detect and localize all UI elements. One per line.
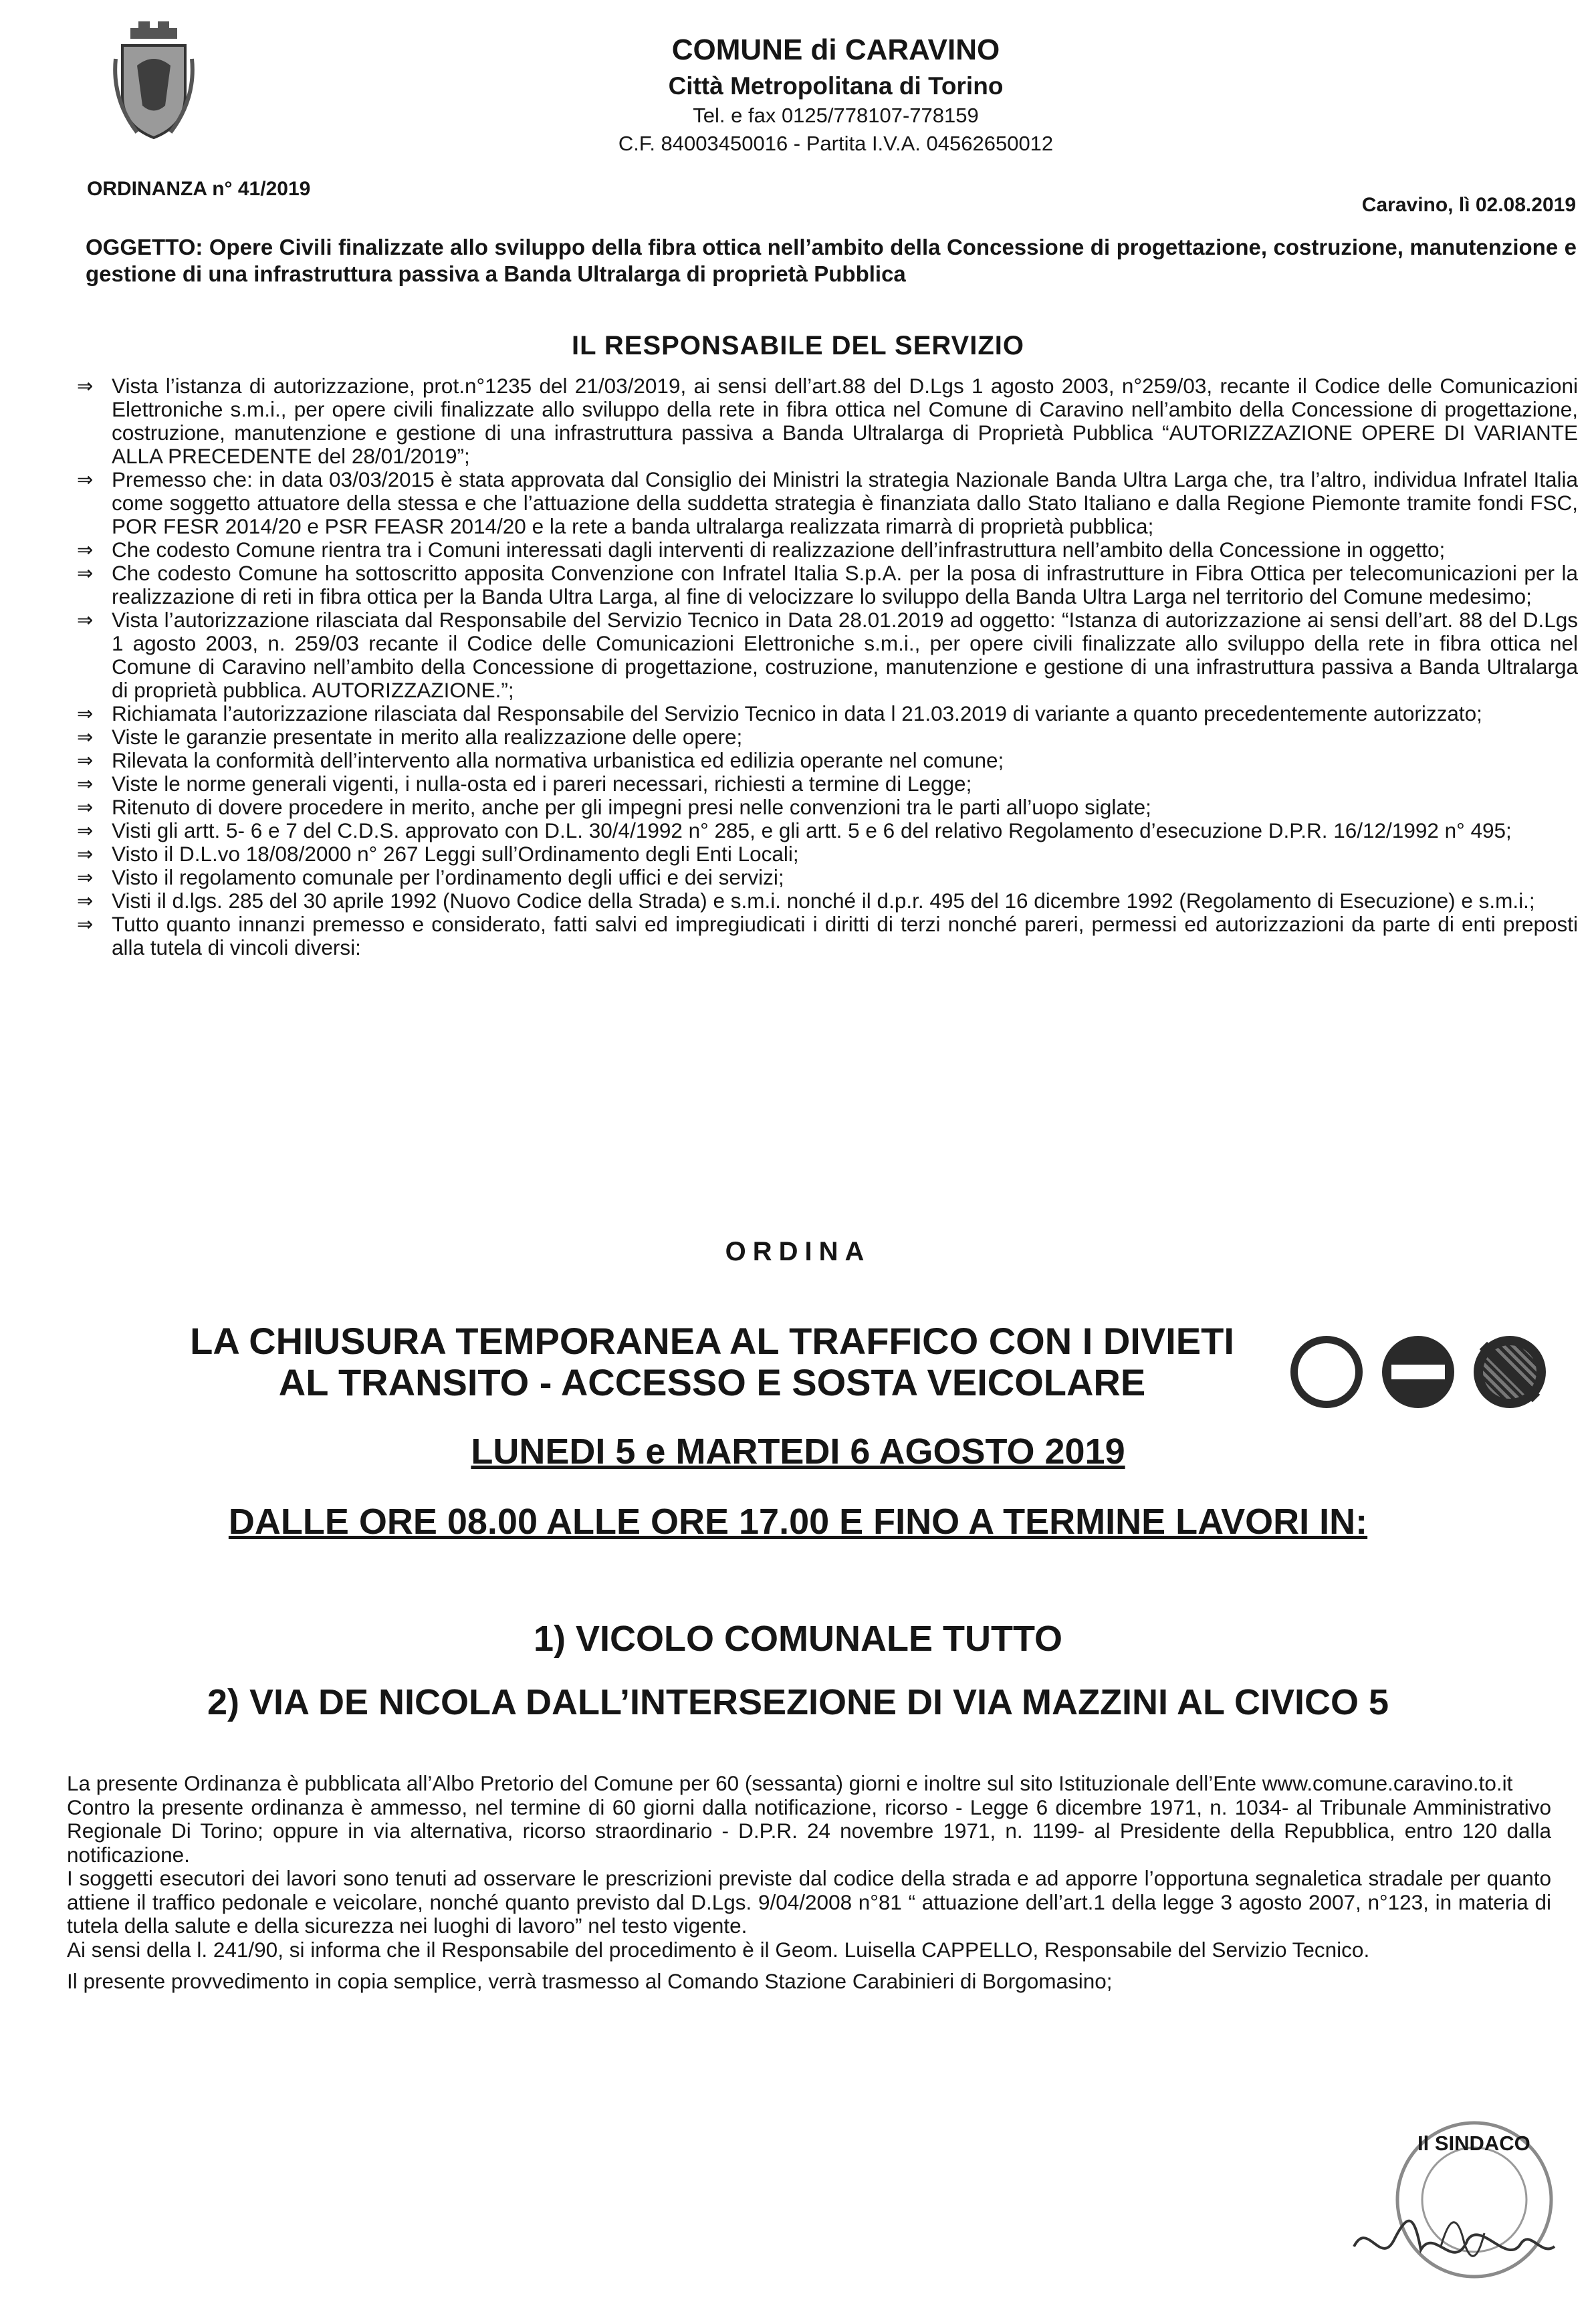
arrow-icon: ⇒	[77, 374, 94, 397]
list-item: ⇒ Visti il d.lgs. 285 del 30 aprile 1992 (Nuovo Codice della Strada) e s.m.i. nonché il d.p.r. 495 del 16 dicembre 1992 (Regolamento di Esecuzione) e s.m.i.;	[77, 889, 1535, 913]
closure-line-2: AL TRANSITO - ACCESSO E SOSTA VEICOLARE	[278, 1361, 1146, 1403]
list-item: ⇒ Visto il regolamento comunale per l’ordinamento degli uffici e dei servizi;	[77, 865, 784, 889]
arrow-icon: ⇒	[77, 608, 94, 631]
mayor-signature-label: Il SINDACO	[1417, 2132, 1530, 2155]
list-item: ⇒ Richiamata l’autorizzazione rilasciata dal Responsabile del Servizio Tecnico in data l 21.03.2019 di variante a quanto precedentemente autorizzato;	[77, 701, 1482, 725]
metropolitan-city: Città Metropolitana di Torino	[668, 72, 1004, 100]
list-item: ⇒ Visti gli artt. 5- 6 e 7 del C.D.S. approvato con D.L. 30/4/1992 n° 285, e gli artt. 5 e 6 del relativo Regolamento d’esecuzione D.P.R. 16/12/1992 n° 495;	[77, 818, 1512, 842]
appeal-note: Contro la presente ordinanza è ammesso, nel termine di 60 giorni dalla notificazione, ricorso - Legge 6 dicembre 1971, n. 1034- al Tribunale Amministrativo Regionale Di Torino; oppure in via alternativa, ricorso straordinario - D.P.R. 24 novembre 1971, n. 1199- al Presidente della Repubblica, entro 120 dalla notificazione.	[67, 1795, 1551, 1867]
ordinance-date: Caravino, lì 02.08.2019	[1361, 194, 1576, 216]
ordinance-number: ORDINANZA n° 41/2019	[87, 178, 311, 200]
arrow-icon: ⇒	[77, 866, 94, 889]
arrow-icon: ⇒	[77, 796, 94, 818]
arrow-icon: ⇒	[77, 913, 94, 935]
arrow-icon: ⇒	[77, 842, 94, 865]
list-item: ⇒ Vista l’istanza di autorizzazione, prot.n°1235 del 21/03/2019, ai sensi dell’art.88 del D.Lgs 1 agosto 2003, n°259/03, recante il Codice delle Comunicazioni Elettroniche s.m.i., per opere civili finalizzate allo sviluppo della rete in fibra ottica nel Comune di Caravino nell’ambito della Concessione di progettazione, costruzione, manutenzione e gestione di una infrastruttura passiva a Banda Ultralarga di Proprietà Pubblica “AUTORIZZAZIONE OPERE DI VARIANTE ALLA PRECEDENTE del 28/01/2019”;	[77, 374, 1578, 468]
no-entry-sign-icon	[1382, 1336, 1454, 1408]
arrow-icon: ⇒	[77, 749, 94, 772]
premises-list	[77, 374, 1578, 959]
arrow-icon: ⇒	[77, 889, 94, 912]
section-heading: IL RESPONSABILE DEL SERVIZIO	[571, 331, 1025, 360]
closure-street-1: 1) VICOLO COMUNALE TUTTO	[534, 1619, 1062, 1659]
publication-note: La presente Ordinanza è pubblicata all’Albo Pretorio del Comune per 60 (sessanta) giorni e inoltre sul sito Istituzionale dell’Ente www.comune.caravino.to.it	[67, 1771, 1513, 1795]
list-item: ⇒ Tutto quanto innanzi premesso e considerato, fatti salvi ed impregiudicati i diritti di terzi nonché pareri, permessi ed autorizzazioni da parte di enti preposti alla tutela di vincoli diversi:	[77, 912, 1578, 959]
subject: OGGETTO: Opere Civili finalizzate allo sviluppo della fibra ottica nell’ambito della Concessione di progettazione, costruzione, manutenzione e gestione di una infrastruttura passiva a Banda Ultralarga di proprietà Pubblica	[86, 235, 1577, 286]
list-item: ⇒ Visto il D.L.vo 18/08/2000 n° 267 Leggi sull’Ordinamento degli Enti Locali;	[77, 842, 799, 866]
phone-fax: Tel. e fax 0125/778107-778159	[693, 104, 979, 127]
list-item: ⇒ Viste le norme generali vigenti, i nulla-osta ed i pareri necessari, richiesti a termine di Legge;	[77, 772, 972, 796]
arrow-icon: ⇒	[77, 538, 94, 561]
list-item: ⇒ Rilevata la conformità dell’intervento alla normativa urbanistica ed edilizia operante nel comune;	[77, 748, 1004, 772]
arrow-icon: ⇒	[77, 725, 94, 748]
arrow-icon: ⇒	[77, 772, 94, 795]
list-item: ⇒ Viste le garanzie presentate in merito alla realizzazione delle opere;	[77, 725, 743, 749]
arrow-icon: ⇒	[77, 562, 94, 584]
contractor-note: I soggetti esecutori dei lavori sono tenuti ad osservare le prescrizioni previste dal codice della strada e ad apporre l’opportuna segnaletica stradale per quanto attiene il traffico pedonale e veicolare, nonché quanto previsto dal D.Lgs. 9/04/2008 n°81 “ attuazione dell’art.1 della legge 3 agosto 2007, n°123, in materia di tutela della salute e della sicurezza nei luoghi di lavoro” nel testo vigente.	[67, 1866, 1551, 1938]
list-item: ⇒ Che codesto Comune rientra tra i Comuni interessati dagli interventi di realizzazione dell’infrastruttura nell’ambito della Concessione in oggetto;	[77, 538, 1446, 562]
closure-line-1: LA CHIUSURA TEMPORANEA AL TRAFFICO CON I DIVIETI	[190, 1320, 1234, 1362]
list-item: ⇒ Che codesto Comune ha sottoscritto apposita Convenzione con Infratel Italia S.p.A. per la posa di infrastrutture in Fibra Ottica per telecomunicazioni per la realizzazione di reti in fibra ottica per la Banda Ultra Larga, al fine di velocizzare lo sviluppo della Banda Ultra Larga nel territorio del Comune medesimo;	[77, 561, 1578, 608]
coat-of-arms-icon	[110, 19, 197, 142]
no-transit-sign-icon	[1290, 1336, 1363, 1408]
arrow-icon: ⇒	[77, 702, 94, 725]
ordina-heading: ORDINA	[725, 1237, 871, 1266]
footer-notes	[67, 1772, 1551, 1994]
list-item: ⇒ Premesso che: in data 03/03/2015 è stata approvata dal Consiglio dei Ministri la strategia Nazionale Banda Ultra Larga che, tra l’altro, individua Infratel Italia come soggetto attuatore della stessa e che l’attuazione della suddetta strategia è finanziata dallo Stato Italiano e dalla Regione Piemonte tramite fondi FSC, POR FESR 2014/20 e PSR FEASR 2014/20 e la rete a banda ultralarga realizzata rimarrà di proprietà pubblica;	[77, 467, 1578, 538]
closure-hours: DALLE ORE 08.00 ALLE ORE 17.00 E FINO A TERMINE LAVORI IN:	[228, 1502, 1368, 1542]
procedure-note: Ai sensi della l. 241/90, si informa che il Responsabile del procedimento è il Geom. Luisella CAPPELLO, Responsabile del Servizio Tecnico.	[67, 1937, 1370, 1962]
list-item: ⇒ Ritenuto di dovere procedere in merito, anche per gli impegni presi nelle convenzioni tra le parti all’uopo siglate;	[77, 795, 1151, 819]
municipality-name: COMUNE di CARAVINO	[671, 33, 1000, 66]
closure-street-2: 2) VIA DE NICOLA DALL’INTERSEZIONE DI VIA MAZZINI AL CIVICO 5	[207, 1682, 1389, 1722]
list-item: ⇒ Vista l’autorizzazione rilasciata dal Responsabile del Servizio Tecnico in Data 28.01.2019 ad oggetto: “Istanza di autorizzazione ai sensi dell’art. 88 del D.Lgs 1 agosto 2003, n. 259/03 recante il Codice delle Comunicazioni Elettroniche s.m.i., per opere civili finalizzate allo sviluppo della rete in fibra ottica nel Comune di Caravino nell’ambito della Concessione di progettazione, costruzione, manutenzione e gestione di una infrastruttura passiva a Banda Ultralarga di proprietà pubblica. AUTORIZZAZIONE.”;	[77, 608, 1578, 702]
transmission-note: Il presente provvedimento in copia semplice, verrà trasmesso al Comando Stazione Carabinieri di Borgomasino;	[67, 1969, 1113, 1993]
closure-dates: LUNEDI 5 e MARTEDI 6 AGOSTO 2019	[471, 1431, 1125, 1472]
arrow-icon: ⇒	[77, 819, 94, 842]
traffic-signs	[1290, 1336, 1545, 1416]
tax-code: C.F. 84003450016 - Partita I.V.A. 04562650012	[618, 132, 1054, 155]
no-parking-sign-icon	[1474, 1336, 1546, 1408]
arrow-icon: ⇒	[77, 468, 94, 491]
